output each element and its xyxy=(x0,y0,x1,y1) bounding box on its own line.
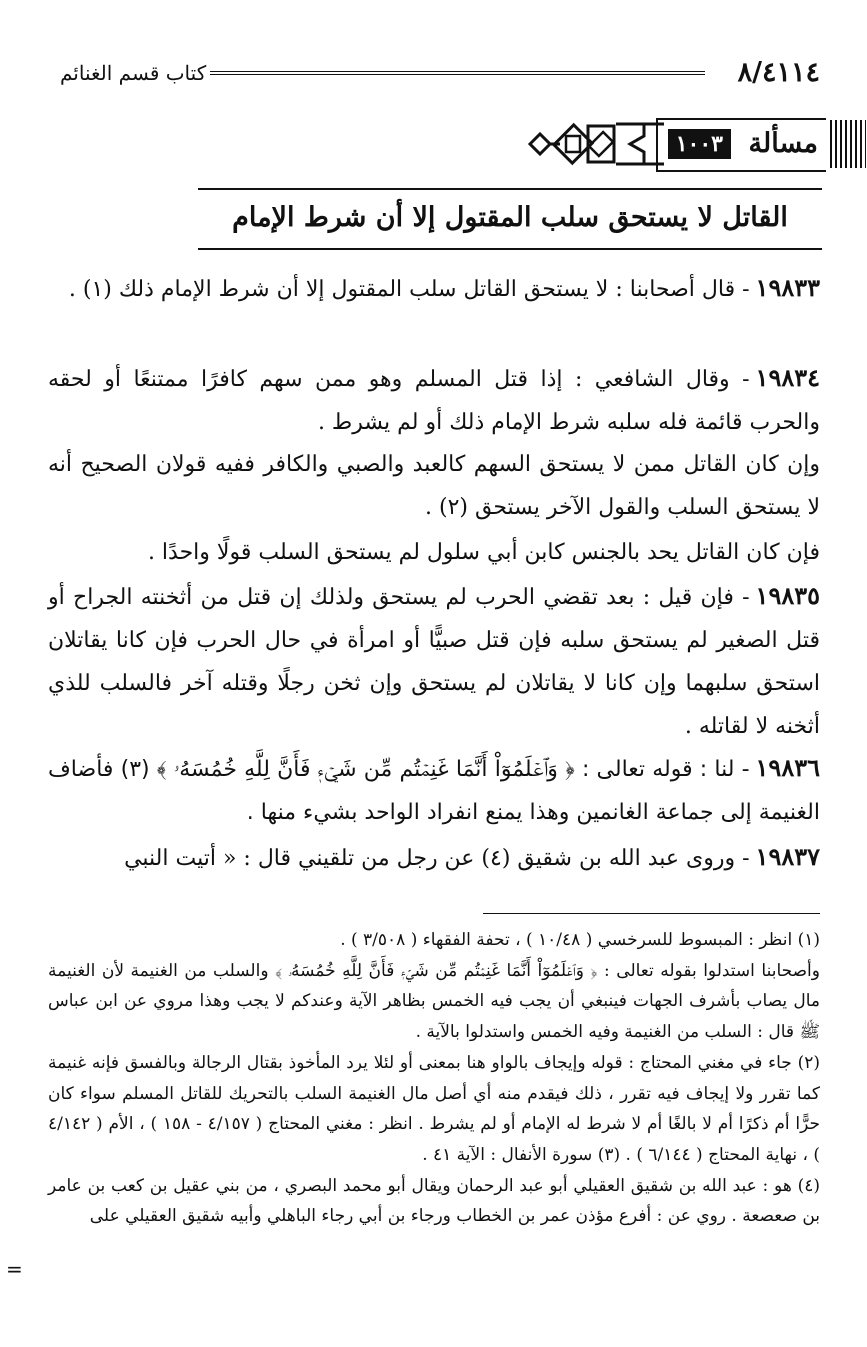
chapter-heading: القاتل لا يستحق سلب المقتول إلا أن شرط الإمام xyxy=(198,188,822,250)
paragraph-text: - وقال الشافعي : إذا قتل المسلم وهو ممن سهم كافرًا ممتنعًا أو لحقه والحرب قائمة فله سلبه شرط الإمام ذلك أو لم يشرط . xyxy=(48,367,820,435)
footnote-2-3: (٢) جاء في مغني المحتاج : قوله وإيجاف بالواو هنا بمعنى أو لئلا يرد المأخوذ بقتال الرجالة وبالفسق فإنه غنيمة كما تقرر ولا إيجاف فيه تقرر ، ذلك فيقدم منه أي أصل مال الغنيمة السلب بالتحريك للقاتل المسلم سواء كان حرًّا أم ذكرًا أم لا بالغًا أم لا شرط له الإمام أو لم يشرط . انظر : مغني المحتاج ( ٤/١٥٧ - ١٥٨ ) ، الأم ( ٤/١٤٢ ) ، نهاية المحتاج ( ٦/١٤٤ ) . (٣) سورة الأنفال : الآية ٤١ . xyxy=(48,1052,821,1165)
running-header xyxy=(60,55,820,95)
paragraph-19834 xyxy=(48,356,820,444)
continuation-mark: = xyxy=(6,1257,23,1281)
header-rule xyxy=(210,71,705,75)
banner-knot-ornament xyxy=(526,116,666,172)
paragraph-19833 xyxy=(48,266,820,311)
footnote-4: (٤) هو : عبد الله بن شقيق العقيلي أبو عبد الرحمان ويقال أبو محمد البصري ، من بني عقيل بن كعب بن عامر بن صعصعة . روي عن : أفرع مؤذن عمر بن الخطاب ورجاء بن أبي رجاء الباهلي وأبيه شقيق العقيلي على xyxy=(48,1175,820,1227)
footnotes xyxy=(48,925,820,1232)
masala-banner xyxy=(526,110,866,176)
paragraph-continuation-1 xyxy=(48,443,820,529)
page-number: ٨/٤١١٤ xyxy=(737,57,820,88)
paragraph-text: - فإن قيل : بعد تقضي الحرب لم يستحق ولذلك إن قتل من أثخنته الجراح أو قتل الصغير لم يستحق سلبه فإن قتل صبيًّا أو امرأة في حال الحرب فإن كانا يقاتلان استحق سلبهما وإن كانا لا يقاتلان لم يستحق وإن ثخن رجلًا وقتله آخر فالسلب للذي أثخنه لا لقاتله . xyxy=(48,585,820,739)
footnote-1: (١) انظر : المبسوط للسرخسي ( ١٠/٤٨ ) ، تحفة الفقهاء ( ٣/٥٠٨ ) . xyxy=(340,930,820,950)
paragraph-continuation-2 xyxy=(48,531,820,574)
paragraph-text: - لنا : قوله تعالى : ﴿ وَٱعۡلَمُوٓاْ أَنَّمَا غَنِمۡتُم مِّن شَيۡءٖ فَأَنَّ لِلَّهِ خُمُسَهُۥ ﴾ (٣) فأضاف الغنيمة إلى جماعة الغانمين وهذا يمنع انفراد الواحد بشيء منها . xyxy=(48,757,820,825)
paragraph-19836 xyxy=(48,746,820,834)
banner-hatch-ornament xyxy=(830,120,866,168)
paragraph-number: ١٩٨٣٥ xyxy=(755,581,820,610)
masala-label: مسألة xyxy=(748,128,818,159)
masala-number: ١٠٠٣ xyxy=(668,129,731,159)
paragraph-number: ١٩٨٣٦ xyxy=(755,753,820,782)
paragraph-number: ١٩٨٣٤ xyxy=(755,363,820,392)
paragraph-text: - وروى عبد الله بن شقيق (٤) عن رجل من تلقيني قال : « أتيت النبي xyxy=(124,846,750,871)
paragraph-number: ١٩٨٣٣ xyxy=(755,273,820,302)
footnote-1-continued: وأصحابنا استدلوا بقوله تعالى : ﴿ وَٱعۡلَمُوٓاْ أَنَّمَا غَنِمۡتُم مِّن شَيۡءٖ فَأَنَّ لِلَّهِ خُمُسَهُۥ ﴾ والسلب من الغنيمة لأن الغنيمة مال يصاب بأشرف الجهات فينبغي أن يجب فيه الخمس بظاهر الآية وعندكم لا يجب وهذا مروي عن ابن عباس ﷺ قال : السلب من الغنيمة وفيه الخمس واستدلوا بالآية . xyxy=(48,960,820,1043)
paragraph-19837 xyxy=(48,835,820,880)
paragraph-19835 xyxy=(48,574,820,748)
paragraph-text: وإن كان القاتل ممن لا يستحق السهم كالعبد والصبي والكافر ففيه قولان الصحيح أنه لا يستحق السلب والقول الآخر يستحق (٢) . xyxy=(48,452,820,520)
footnote-separator xyxy=(483,913,820,914)
paragraph-text: - قال أصحابنا : لا يستحق القاتل سلب المقتول إلا أن شرط الإمام ذلك (١) . xyxy=(68,277,750,302)
paragraph-text: فإن كان القاتل يحد بالجنس كابن أبي سلول لم يستحق السلب قولًا واحدًا . xyxy=(147,540,820,565)
paragraph-number: ١٩٨٣٧ xyxy=(755,842,820,871)
book-title: كتاب قسم الغنائم xyxy=(60,61,207,85)
